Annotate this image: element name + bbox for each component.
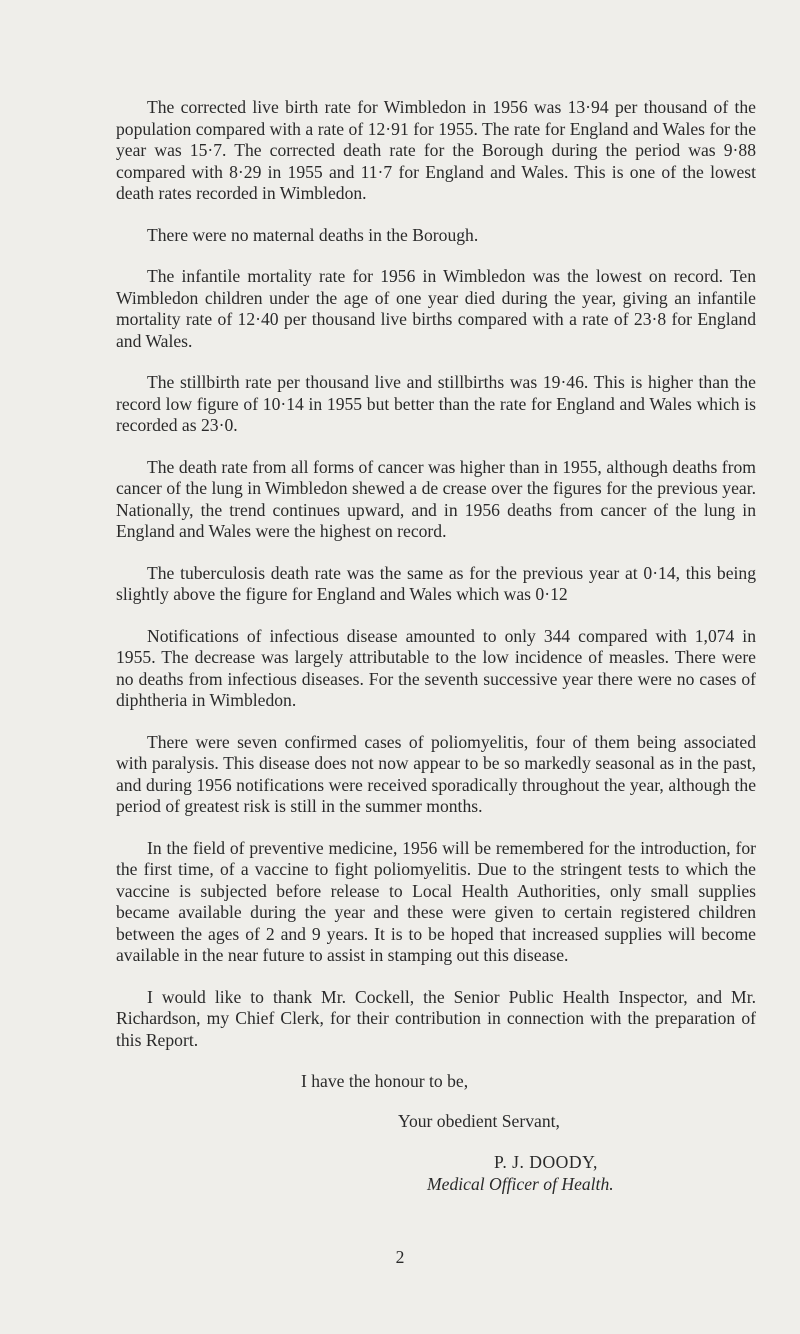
page-number: 2 <box>395 1247 405 1267</box>
closing-block <box>116 1071 756 1195</box>
signatory-name: P. J. DOODY, <box>494 1152 598 1172</box>
closing-honour: I have the honour to be, <box>301 1071 469 1091</box>
closing-servant: Your obedient Servant, <box>398 1110 560 1131</box>
paragraph-infectious-disease: Notifications of infectious disease amounted to only 344 compared with 1,074 in 1955. The decrease was largely attributable to the low incidence of measles. There were no deaths from infectious diseases. For the seventh successive year there were no cases of diphtheria in Wimbledon. <box>116 625 756 710</box>
paragraph-stillbirth-rate: The stillbirth rate per thousand live and stillbirths was 19·46. This is higher than the record low figure of 10·14 in 1955 but better than the rate for England and Wales which is recorded as 23·0. <box>116 372 756 435</box>
paragraph-preventive-medicine: In the field of preventive medicine, 1956 will be remembered for the introduction, for the first time, of a vaccine to fight poliomyelitis. Due to the stringent tests to which the vaccine is subjected before release to Local Health Authorities, only small supplies became available during the year and these were given to certain registered children between the ages of 2 and 9 years. It is to be hoped that increased supplies will become available in the near future to assist in stamping out this disease. <box>116 837 756 965</box>
signatory-title: Medical Officer of Health. <box>427 1173 614 1194</box>
paragraph-acknowledgements: I would like to thank Mr. Cockell, the Senior Public Health Inspector, and Mr. Richardson, my Chief Clerk, for their contribution in connection with the preparation of this Report. <box>116 986 756 1050</box>
paragraph-cancer-deaths: The death rate from all forms of cancer was higher than in 1955, although deaths from cancer of the lung in Wimbledon shewed a de crease over the figures for the previous year. Nationally, the trend continues upward, and in 1956 deaths from cancer of the lung in England and Wales were the highest on record. <box>116 456 756 541</box>
document-body <box>116 97 756 1195</box>
paragraph-poliomyelitis-cases: There were seven confirmed cases of poliomyelitis, four of them being associated with paralysis. This disease does not now appear to be so markedly seasonal as in the past, and during 1956 notifications were received sporadically throughout the year, although the period of greatest risk is still in the summer months. <box>116 731 756 816</box>
paragraph-infantile-mortality: The infantile mortality rate for 1956 in Wimbledon was the lowest on record. Ten Wimbledon children under the age of one year died during the year, giving an infantile mortality rate of 12·40 per thousand live births compared with a rate of 23·8 for England and Wales. <box>116 266 756 351</box>
paragraph-maternal-deaths: There were no maternal deaths in the Borough. <box>147 224 479 245</box>
paragraph-birth-death-rates: The corrected live birth rate for Wimbledon in 1956 was 13·94 per thousand of the population compared with a rate of 12·91 for 1955. The rate for England and Wales for the year was 15·7. The corrected death rate for the Borough during the period was 9·88 compared with 8·29 in 1955 and 11·7 for England and Wales. This is one of the lowest death rates recorded in Wimbledon. <box>116 97 756 203</box>
paragraph-tuberculosis: The tuberculosis death rate was the same as for the previous year at 0·14, this being slightly above the figure for England and Wales which was 0·12 <box>116 562 756 604</box>
